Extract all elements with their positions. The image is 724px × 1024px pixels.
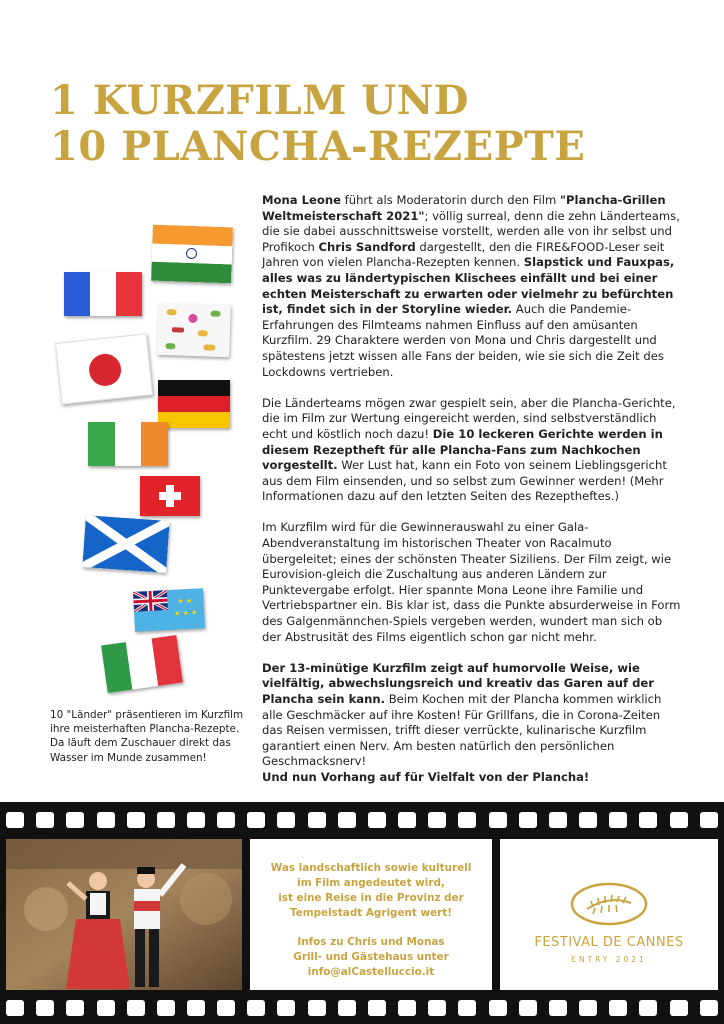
text-bold: Slapstick und Fauxpas, alles was zu ländertypischen Klischees einfällt und bei einer echten Meisterschaft zu erwarten oder vielmehr zu befürchten ist, findet sich in der Storyline wieder.	[262, 255, 675, 317]
festival-entry: ENTRY 2021	[571, 955, 647, 964]
text-span: dargestellt, den die FIRE&FOOD-Leser seit Jahren von vielen Plancha-Rezepten kennen.	[262, 239, 665, 270]
flag-india	[151, 225, 233, 284]
film-frame-cannes	[500, 839, 718, 990]
text-span: Die Länderteams mögen zwar gespielt sein, aber die Plancha-Gerichte, die im Film zur Wertung eingereicht werden, sind selbstverständlich echt und köstlich noch dazu!	[262, 395, 676, 441]
text-span: Wer Lust hat, kann ein Foto von seinem Lieblingsgericht aus dem Film einsenden, und so selbst zum Gewinner werden! (Mehr Informationen dazu auf den letzten Seiten des Rezeptheftes.)	[262, 458, 667, 504]
info-text: Grill- und Gästehaus unter	[293, 951, 449, 963]
flag-france	[64, 272, 142, 316]
filmstrip-footer	[0, 802, 724, 1024]
festival-name: FESTIVAL DE CANNES	[534, 935, 684, 950]
text-bold: Die 10 leckeren Gerichte werden in diesem Rezeptheft für alle Plancha-Fans zum Nachkochen vorgestellt.	[262, 426, 663, 473]
palm-logo-icon	[569, 881, 649, 927]
flags-caption: 10 "Länder" präsentieren im Kurzfilm ihre meisterhaften Plancha-Rezepte. Da läuft dem Zuschauer direkt das Wasser im Munde zusammen!	[50, 709, 244, 764]
cta-text: ist eine Reise in die Provinz der	[278, 892, 464, 904]
flag-emoji-pattern	[157, 303, 231, 357]
text-span: Auch die Pandemie-Erfahrungen des Filmteams nahmen Einfluss auf den amüsanten Kurzfilm. 29 Charaktere werden von Mona und Chris dargestellt und spätestens jetzt wissen alle Fans der beiden, wie sie sich die Zeit des Lockdowns vertrieben.	[262, 302, 664, 379]
paragraph-1	[262, 193, 682, 380]
text-span: Beim Kochen mit der Plancha kommen wirklich alle Geschmäcker auf ihre Kosten! Für Grillfans, die in Corona-Zeiten das Reisen vermissen, trifft dieser verrückte, kulinarische Kurzfilm garantiert einen Nerv. Am besten natürlich den persönlichen Geschmacksnerv!	[262, 692, 662, 769]
contact-email[interactable]: info@alCastelluccio.it	[307, 966, 435, 978]
film-perforation-top	[0, 810, 724, 830]
title-line-1: 1 KURZFILM UND	[50, 77, 469, 124]
article-body	[262, 193, 682, 801]
page-title	[50, 78, 585, 170]
flag-ireland	[88, 422, 168, 466]
flag-scotland	[82, 515, 169, 573]
text-span: führt als Moderatorin durch den Film	[340, 193, 560, 207]
text-bold: Und nun Vorhang auf für Vielfalt von der Plancha!	[262, 769, 590, 784]
text-bold: Der 13-minütige Kurzfilm zeigt auf humorvolle Weise, wie vielfältig, abwechslungsreich und kreativ das Garen auf der Plancha sein kann.	[262, 660, 654, 706]
flag-tuvalu: ★ ★ ★ ★ ★	[133, 588, 205, 632]
flag-italy	[101, 635, 183, 693]
text-span: ; völlig surreal, denn die zehn Länderteams, die sie dabei ausschnittsweise vorstellt, werden alle von ihr selbst und Profikoch	[262, 208, 680, 254]
text-bold: "Plancha-Grillen Weltmeisterschaft 2021"	[262, 193, 666, 223]
film-perforation-bottom	[0, 998, 724, 1018]
info-text: Infos zu Chris und Monas	[297, 936, 445, 948]
footer-cta	[250, 861, 492, 980]
text-bold: Chris Sandford	[318, 239, 416, 254]
flag-switzerland	[140, 476, 200, 516]
cta-text: Tempelstadt Agrigent wert!	[290, 907, 452, 919]
cta-text: Was landschaftlich sowie kulturell	[270, 862, 472, 874]
flag-germany	[158, 380, 230, 428]
title-line-2: 10 PLANCHA-REZEPTE	[50, 123, 586, 170]
cta-text: im Film angedeutet wird,	[297, 877, 445, 889]
paragraph-3: Im Kurzfilm wird für die Gewinnerauswahl zu einer Gala-Abendveranstaltung im historischen Theater von Racalmuto übergeleitet; eines der schönsten Theater Siziliens. Der Film zeigt, wie Eurovision-gleich die Zuschaltung aus anderen Ländern zur Punktevergabe erfolgt. Hier spannte Mona Leone ihre Familie und Vertriebspartner ein. Bis klar ist, dass die Punkte absurderweise in Form des Galgenmännchen-Spiels vergeben werden, wundert man sich ob der Abstrusität des Films eigentlich schon gar nicht mehr.	[262, 520, 681, 644]
paragraph-2	[262, 396, 682, 505]
paragraph-4	[262, 661, 682, 786]
flag-japan	[55, 333, 153, 404]
text-bold: Mona Leone	[262, 193, 341, 207]
film-frame-info	[250, 839, 492, 990]
film-still-photo	[6, 839, 242, 990]
